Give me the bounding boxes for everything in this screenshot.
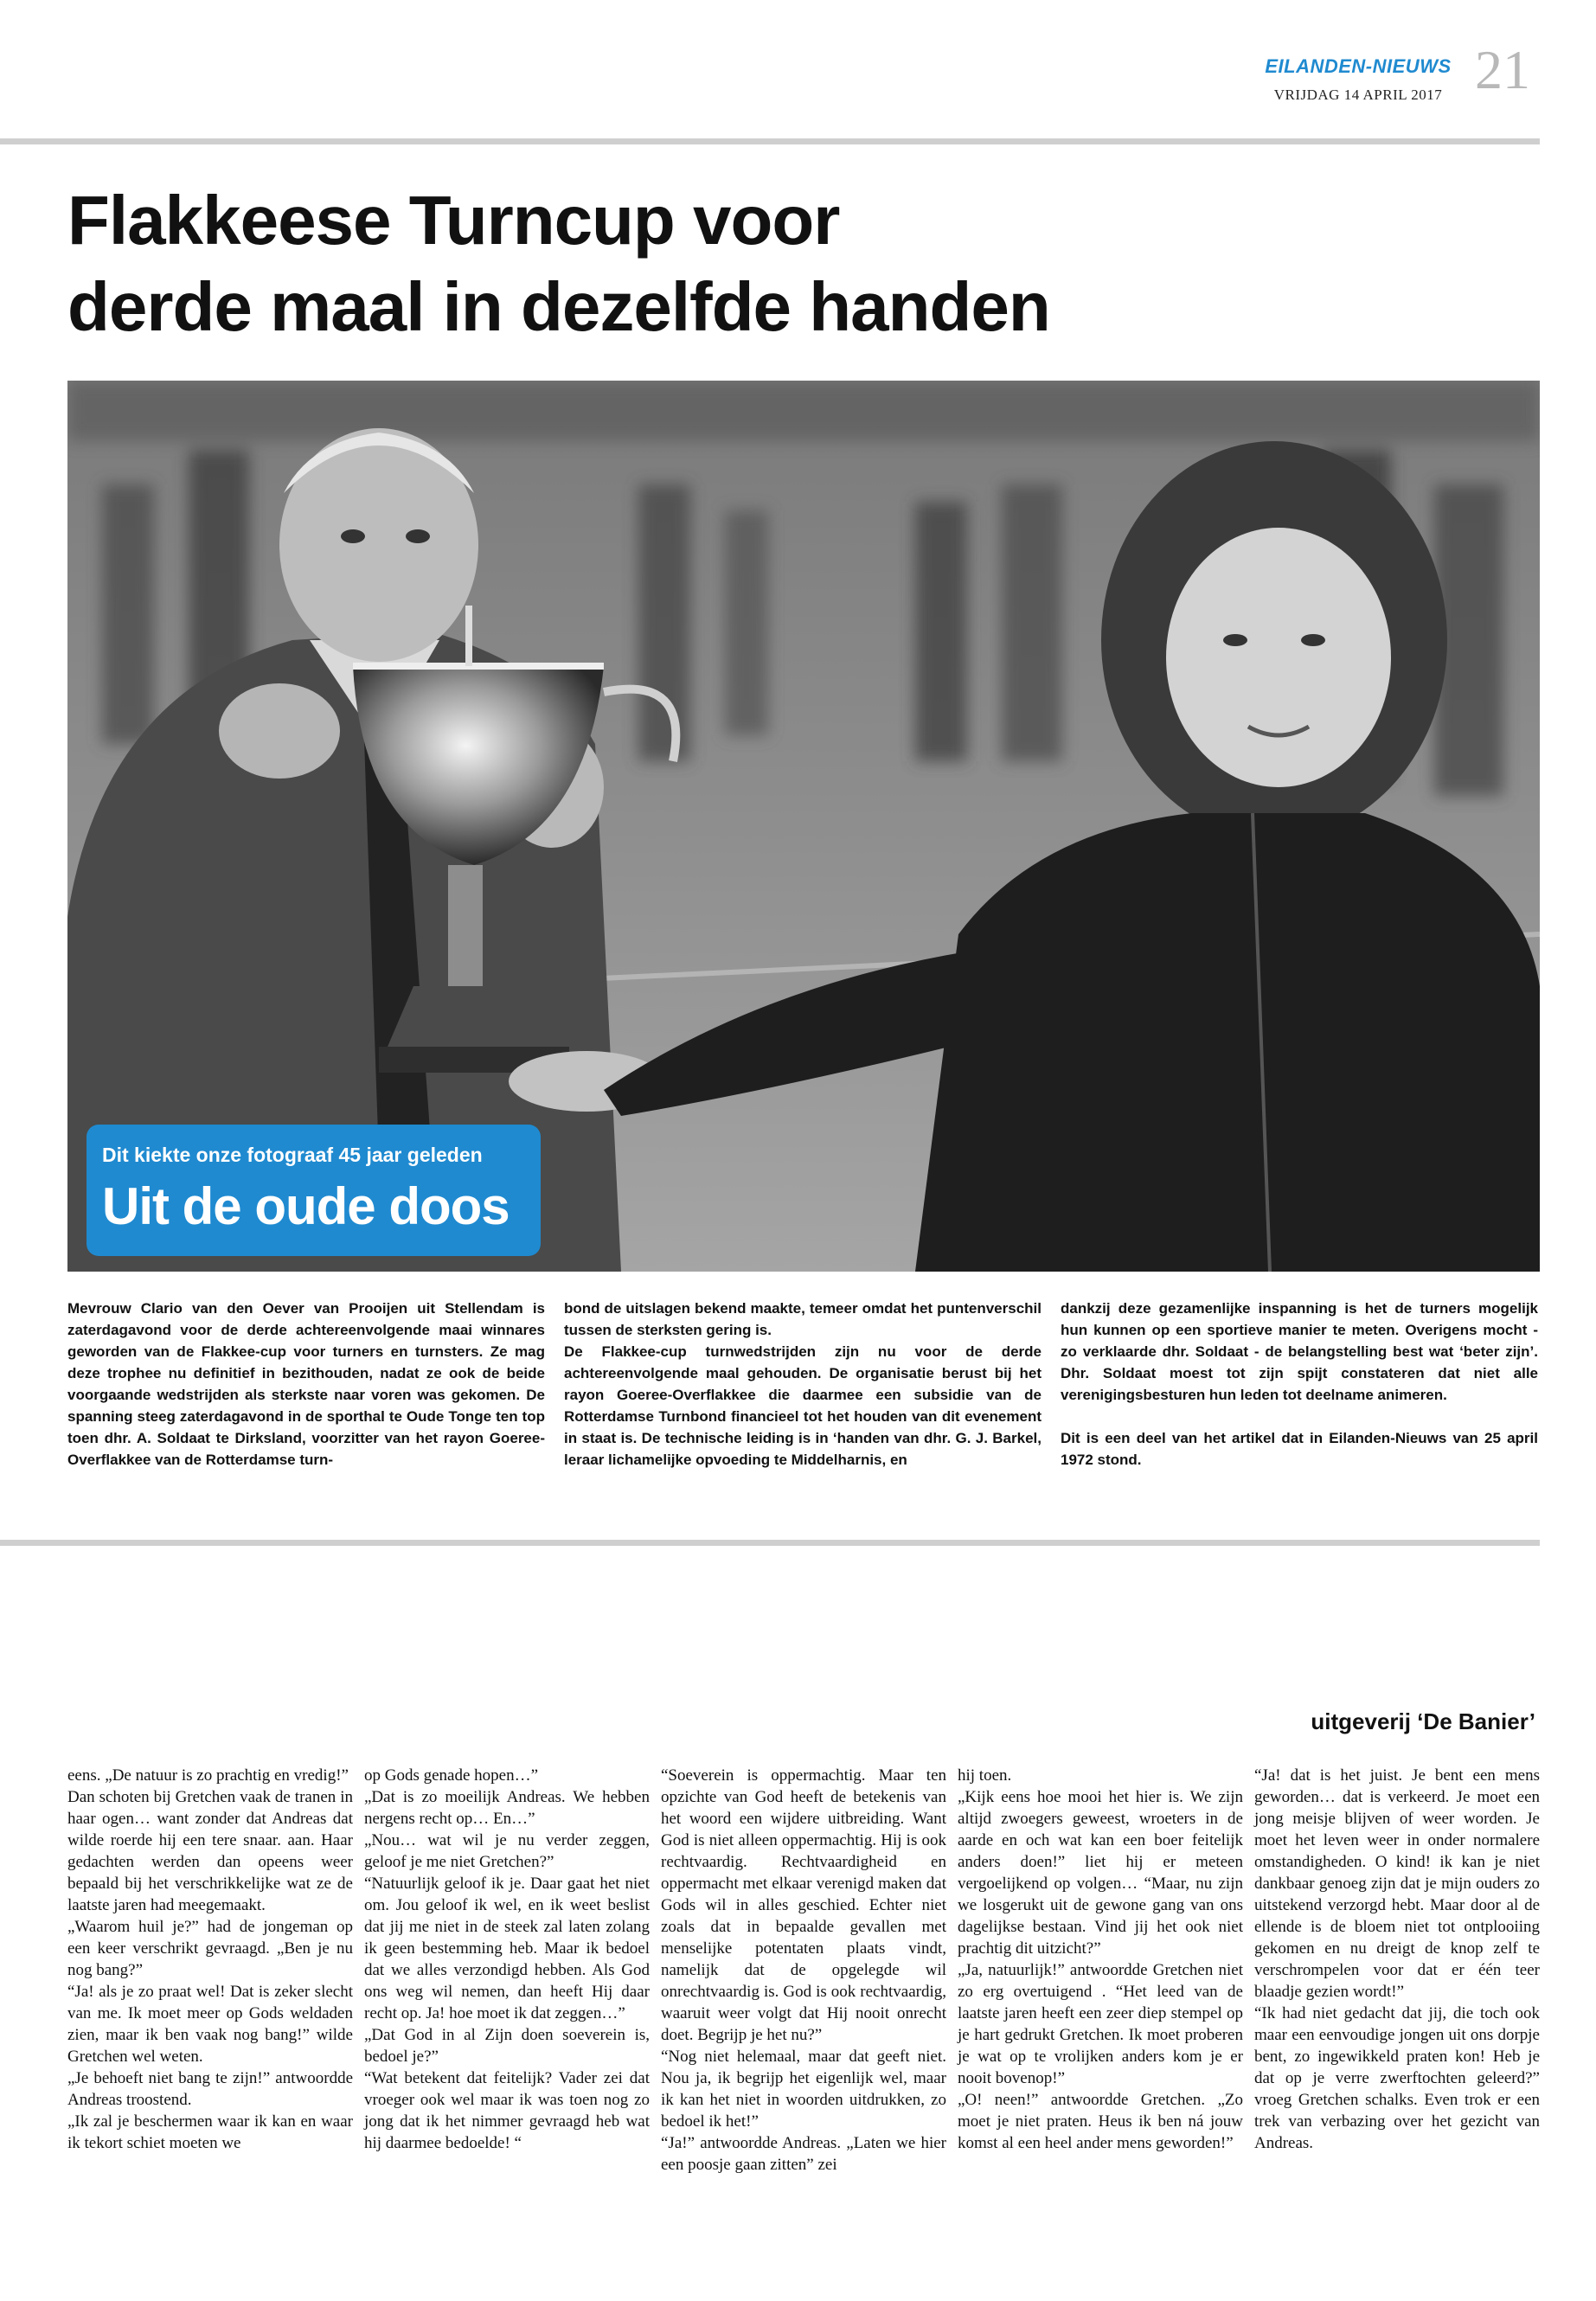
headline-line-2: derde maal in dezelfde handen (67, 268, 1050, 345)
serial-paragraph: „Waarom huil je?” had de jongeman op een keer verschrikt gevraagd. „Ben je nu nog bang?” (67, 1918, 353, 1979)
serial-paragraph: „Dat is zo moeilijk Andreas. We hebben nergens recht op… En…” (364, 1788, 650, 1828)
serial-paragraph: „Ik zal je beschermen waar ik kan en waar ik tekort schiet moeten we (67, 2112, 353, 2152)
headline-line-1: Flakkeese Turncup voor (67, 182, 840, 259)
article-paragraph: Mevrouw Clario van den Oever van Prooijen uit Stellendam is zaterdagavond voor de derde achtereenvolgende maai winnares geworden van de Flakkee-cup voor turners en turnsters. Ze mag deze trophee nu definitief in bezithouden, nadat ze ook de beide voorgaande wedstrijden als sterkste naar voren was gekomen. De spanning steeg zaterdagavond in de sporthal te Oude Tonge ten top toen dhr. A. Soldaat te Dirksland, voorzitter van het rayon Goeree-Overflakkee van de Rotterdamse turn- (67, 1300, 545, 1468)
top-divider (0, 138, 1540, 144)
article-paragraph: Dit is een deel van het artikel dat in Eilanden-Nieuws van 25 april 1972 stond. (1061, 1430, 1538, 1468)
serial-paragraph: “Nog niet helemaal, maar dat geeft niet. Nou ja, ik begrijp het eigenlijk wel, maar ik kan het niet in woorden uitdrukken, zo bedoel ik het!” (661, 2048, 946, 2131)
serial-paragraph: „O! neen!” antwoordde Gretchen. „Zo moet je niet praten. Heus ik ben ná jouw komst al een heel ander mens geworden!” (958, 2091, 1243, 2152)
serial-paragraph: “Soeverein is oppermachtig. Maar ten opzichte van God heeft de betekenis van het woord een wijdere uitbreiding. Want God is niet alleen oppermachtig. Hij is ook rechtvaardig. Rechtvaardigheid en oppermacht met elkaar verenigd maken dat Gods wil in alles geschied. Echter niet zoals dat in bepaalde gevallen met menselijke potentaten plaats vindt, namelijk dat de opgelegde wil onrechtvaardig is. God is ook rechtvaardig, waaruit weer volgt dat Hij nooit onrecht doet. Begrijp je het nu?” (661, 1766, 946, 2044)
article-paragraph: dankzij deze gezamenlijke inspanning is het de turners mogelijk hun kunnen op een sportieve manier te meten. Overigens mocht - zo verklaarde dhr. Soldaat - de belangstelling best wat ‘beter zijn’. Dhr. Soldaat moest tot zijn spijt constateren dat niet alle verenigingsbesturen hun leden tot deelname animeren. (1061, 1300, 1538, 1403)
article-paragraph: De Flakkee-cup turnwedstrijden zijn nu voor de derde achtereenvolgende maal gehouden. De organisatie berust bij het rayon Goeree-Overflakkee die daarmee een subsidie van de Rotterdamse Turnbond financieel tot het houden van dit evenement in staat is. De technische leiding is in ‘handen van dhr. G. J. Barkel, leraar lichamelijke opvoeding te Middelharnis, en (564, 1343, 1042, 1468)
article-column-1 (67, 1298, 545, 1492)
badge-title: Uit de oude doos (102, 1177, 510, 1235)
serial-paragraph: „Je behoeft niet bang te zijn!” antwoordde Andreas troostend. (67, 2069, 353, 2109)
section-divider (0, 1540, 1540, 1546)
serial-paragraph: eens. „De natuur is zo prachtig en vredig!” (67, 1766, 349, 1785)
serial-column-4 (958, 1765, 1243, 2154)
page-number: 21 (1475, 39, 1530, 100)
article-paragraph: bond de uitslagen bekend maakte, temeer omdat het puntenverschil tussen de sterksten gering is. (564, 1300, 1042, 1338)
serial-paragraph: “Wat betekent dat feitelijk? Vader zei dat vroeger ook wel maar ik was toen nog zo jong dat ik het nimmer gevraagd heb wat hij daarmee bedoelde! “ (364, 2069, 650, 2152)
serial-paragraph: “Ja! als je zo praat wel! Dat is zeker slecht van me. Ik moet meer op Gods weldaden zien, maar ik ben vaak nog bang!” wilde Gretchen wel weten. (67, 1983, 353, 2066)
issue-date: VRIJDAG 14 APRIL 2017 (1273, 87, 1443, 103)
serial-paragraph: „Kijk eens hoe mooi het hier is. We zijn altijd zwoegers geweest, wroeters in de aarde en och wat kan een boer feitelijk anders doen!” liet hij er meteen vergoelijkend op volgen… “Maar, nu zijn we losgerukt uit de gewone gang van ons dagelijkse bestaan. Vind jij het ook niet prachtig dit uitzicht?” (958, 1788, 1243, 1958)
badge-subtitle: Dit kiekte onze fotograaf 45 jaar geleden (102, 1144, 483, 1166)
serial-column-2 (364, 1765, 650, 2154)
serial-paragraph: “Ja! dat is het juist. Je bent een mens geworden… dat is verkeerd. Je moet een jong meisje blijven of weer worden. Je moet het leven weer in onder normalere omstandigheden. O kind! ik kan je niet dankbaar genoeg zijn dat je mijn ouders zo uitstekend verzorgd hebt. Maar door al de ellende is de bloem niet tot ontplooiing gekomen en nu dreigt de knop zelf te verschrompelen voor dat er één teer blaadje gezien wordt!” (1254, 1766, 1540, 2001)
serial-paragraph: Dan schoten bij Gretchen vaak de tranen in haar ogen… want zonder dat Andreas dat wilde roerde hij een tere snaar. aan. Haar gedachten werden dan opeens weer bepaald bij het verschrikkelijke wat ze de laatste jaren had meegemaakt. (67, 1788, 353, 1914)
serial-paragraph: “Natuurlijk geloof ik je. Daar gaat het niet om. Jou geloof ik wel, en ik weet beslist dat jij me niet in de steek zal laten zolang ik geen bestemming heb. Maar ik bedoel dat we alles verzondigd hebben. Als God ons weg wil nemen, dan heeft Hij daar recht op. Ja! hoe moet ik dat zeggen…” (364, 1875, 650, 2022)
serial-column-5 (1254, 1765, 1540, 2154)
serial-paragraph: „Dat God in al Zijn doen soeverein is, bedoel je?” (364, 2026, 650, 2066)
article-column-3 (1061, 1298, 1538, 1492)
section-badge (87, 1125, 541, 1256)
serial-column-1 (67, 1765, 353, 2154)
publisher-credit: uitgeverij ‘De Banier’ (1311, 1708, 1535, 1734)
serial-paragraph: „Ja, natuurlijk!” antwoordde Gretchen niet zo erg overtuigend . “Het leed van de laatste jaren heeft een zeer diep stempel op je hart gedrukt Gretchen. Ik moet proberen je wat op te vrolijken anders kom je er nooit bovenop!” (958, 1961, 1243, 2087)
serial-paragraph: „Nou… wat wil je nu verder zeggen, geloof je me niet Gretchen?” (364, 1831, 650, 1871)
serial-paragraph: hij toen. (958, 1766, 1012, 1785)
serial-paragraph: “Ja!” antwoordde Andreas. „Laten we hier een poosje gaan zitten” zei (661, 2134, 946, 2174)
masthead: EILANDEN-NIEUWS (1265, 55, 1452, 77)
serial-paragraph: “Ik had niet gedacht dat jij, die toch ook maar een eenvoudige jongen uit ons dorpje bent, zo ingewikkeld praten kon! Heb je dat op je verre zwerftochten geleerd?” vroeg Gretchen schalks. Even trok er een trek van verbazing over het gezicht van Andreas. (1254, 2004, 1540, 2152)
serial-column-3 (661, 1765, 946, 2176)
article-column-2 (564, 1298, 1042, 1492)
headline (67, 177, 1452, 350)
serial-paragraph: op Gods genade hopen…” (364, 1766, 539, 1785)
